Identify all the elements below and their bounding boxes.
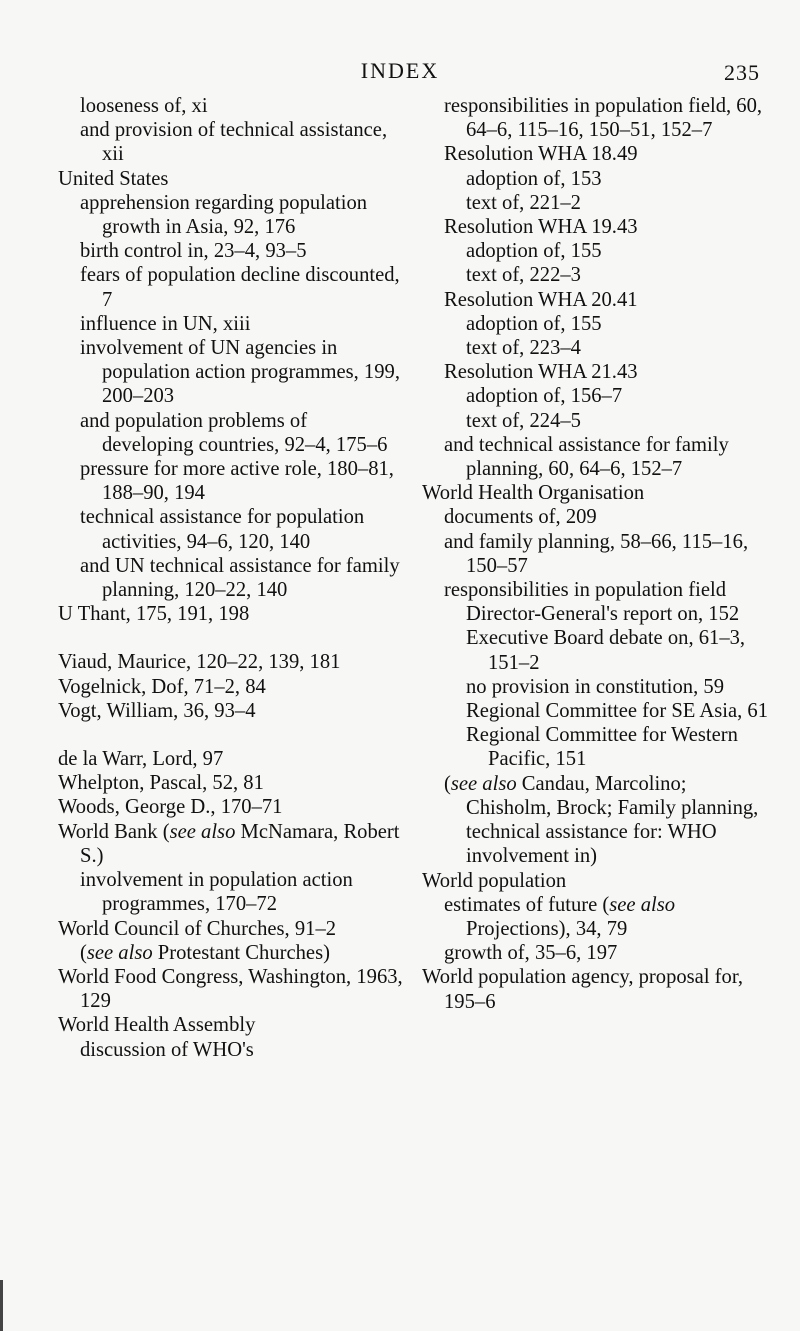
index-entry-text: United States <box>58 167 169 190</box>
index-entry-text: Vogt, William, 36, 93–4 <box>58 699 256 722</box>
index-entry <box>58 917 403 941</box>
index-entry-text: Viaud, Maurice, 120–22, 139, 181 <box>58 651 341 674</box>
index-entry-text: adoption of, 155 <box>466 240 602 263</box>
index-entry <box>422 578 772 602</box>
index-entry <box>58 409 403 457</box>
index-entry-text: involvement in population action programmes, 170–72 <box>80 869 353 916</box>
index-entry-text: Director-General's report on, 152 <box>466 603 740 626</box>
index-entry <box>422 94 772 142</box>
index-entry-text: estimates of future ( <box>444 893 610 916</box>
index-entry-text: Executive Board debate on, 61–3, 151–2 <box>466 627 746 674</box>
index-entry-text: text of, 222–3 <box>466 264 581 287</box>
index-entry-text: de la Warr, Lord, 97 <box>58 748 224 771</box>
index-entry-text: Resolution WHA 19.43 <box>444 216 638 239</box>
index-entry-text: Woods, George D., 170–71 <box>58 796 283 819</box>
index-entry <box>58 747 403 771</box>
index-entry <box>58 336 403 409</box>
index-entry <box>422 433 772 481</box>
index-entry-text: adoption of, 153 <box>466 167 602 190</box>
index-column-right <box>422 94 772 1014</box>
index-entry-text: and technical assistance for family planning, 60, 64–6, 152–7 <box>444 433 729 481</box>
index-entry-text: technical assistance for population activities, 94–6, 120, 140 <box>80 506 365 553</box>
index-entry-text: World Council of Churches, 91–2 <box>58 917 337 940</box>
index-entry-text: birth control in, 23–4, 93–5 <box>80 240 307 263</box>
index-entry-text: fears of population decline discounted, 7 <box>80 264 400 311</box>
index-entry <box>58 1038 403 1062</box>
index-entry-text: and UN technical assistance for family planning, 120–22, 140 <box>80 554 400 602</box>
index-entry <box>58 191 403 239</box>
index-entry-text: Regional Committee for SE Asia, 61 <box>466 700 769 723</box>
index-entry-text: and family planning, 58–66, 115–16, 150–57 <box>444 530 749 577</box>
index-entry <box>58 505 403 553</box>
index-entry <box>58 312 403 336</box>
index-entry-text: World population <box>422 869 567 892</box>
index-entry-text: World Health Organisation <box>422 482 645 505</box>
index-entry-text: apprehension regarding population growth in Asia, 92, 176 <box>80 191 368 239</box>
index-entry-text: U Thant, 175, 191, 198 <box>58 603 250 626</box>
page-title: INDEX <box>360 58 440 83</box>
index-entry <box>58 1013 403 1037</box>
index-entry-text: adoption of, 156–7 <box>466 385 623 408</box>
index-entry <box>422 191 772 215</box>
index-entry-text: Resolution WHA 21.43 <box>444 361 638 384</box>
index-entry <box>58 675 403 699</box>
index-entry <box>58 965 403 1013</box>
index-entry-text: and provision of technical assistance, xii <box>80 119 388 166</box>
index-entry-text: pressure for more active role, 180–81, 188–90, 194 <box>80 458 394 505</box>
index-entry <box>58 167 403 191</box>
index-entry-text: Vogelnick, Dof, 71–2, 84 <box>58 675 266 698</box>
index-entry-text: ( <box>444 772 451 795</box>
index-column-left <box>58 94 403 1062</box>
page-edge <box>0 1280 3 1331</box>
see-also-ref: see also <box>450 772 517 795</box>
index-entry <box>58 94 403 118</box>
index-entry <box>58 868 403 916</box>
index-entry-text: Resolution WHA 18.49 <box>444 143 638 166</box>
index-entry <box>422 481 772 505</box>
index-entry <box>422 336 772 360</box>
index-entry-text: responsibilities in population field <box>444 579 726 602</box>
index-entry-text: Regional Committee for Western Pacific, 151 <box>466 724 738 771</box>
index-entry-text: looseness of, xi <box>80 95 208 117</box>
index-entry-text: Protestant Churches) <box>152 941 330 964</box>
index-entry-text: influence in UN, xiii <box>80 312 251 335</box>
index-entry <box>58 457 403 505</box>
index-entry <box>422 893 772 941</box>
index-entry <box>422 626 772 674</box>
index-entry <box>58 650 403 674</box>
index-entry-text: growth of, 35–6, 197 <box>444 942 618 965</box>
index-entry <box>422 360 772 384</box>
index-entry-text: World Health Assembly <box>58 1014 256 1037</box>
index-entry-text: involvement of UN agencies in population action programmes, 199, 200–203 <box>80 337 400 408</box>
index-entry <box>58 941 403 965</box>
index-entry <box>422 384 772 408</box>
page-number: 235 <box>724 60 760 85</box>
index-entry <box>58 771 403 795</box>
index-entry-text: text of, 224–5 <box>466 409 581 432</box>
index-entry-text: Candau, Marcolino; Chisholm, Brock; Family planning, technical assistance for: WHO involvement in) <box>466 772 759 868</box>
index-entry <box>422 215 772 239</box>
index-entry-text: Whelpton, Pascal, 52, 81 <box>58 772 264 795</box>
index-entry-text: World Bank ( <box>58 820 170 843</box>
index-entry-text: text of, 223–4 <box>466 337 581 360</box>
index-entry <box>58 795 403 819</box>
index-entry <box>58 554 403 602</box>
index-entry <box>58 820 403 868</box>
index-entry <box>422 409 772 433</box>
index-entry <box>58 239 403 263</box>
index-entry <box>422 312 772 336</box>
index-entry-text: responsibilities in population field, 60, 64–6, 115–16, 150–51, 152–7 <box>444 95 763 142</box>
see-also-ref: see also <box>609 893 676 916</box>
index-entry <box>422 505 772 529</box>
index-entry-text: World population agency, proposal for, 195–6 <box>422 966 744 1013</box>
index-entry-text: World Food Congress, Washington, 1963, 129 <box>58 965 403 1013</box>
index-entry-text: ( <box>80 941 87 964</box>
see-also-ref: see also <box>169 820 236 843</box>
index-entry <box>58 118 403 166</box>
index-entry-text: Projections), 34, 79 <box>466 917 628 940</box>
index-entry <box>422 965 772 1013</box>
index-entry-text: text of, 221–2 <box>466 191 581 214</box>
index-entry <box>422 239 772 263</box>
index-entry <box>422 167 772 191</box>
index-entry-text: no provision in constitution, 59 <box>466 675 724 698</box>
index-entry <box>422 941 772 965</box>
index-entry <box>58 263 403 311</box>
index-entry <box>422 772 772 869</box>
index-entry <box>422 699 772 723</box>
index-entry <box>422 142 772 166</box>
index-entry <box>422 723 772 771</box>
index-entry <box>58 699 403 723</box>
index-entry <box>422 869 772 893</box>
index-entry <box>58 602 403 626</box>
index-entry-text: discussion of WHO's <box>80 1038 254 1061</box>
index-entry-text: McNamara, Robert S.) <box>80 820 400 867</box>
index-entry <box>422 530 772 578</box>
index-entry-text: Resolution WHA 20.41 <box>444 288 638 311</box>
index-entry-text: adoption of, 155 <box>466 312 602 335</box>
see-also-ref: see also <box>86 941 153 964</box>
index-entry-text: and population problems of developing countries, 92–4, 175–6 <box>80 409 388 456</box>
index-entry <box>422 263 772 287</box>
index-entry <box>422 288 772 312</box>
index-entry <box>422 675 772 699</box>
index-entry <box>422 602 772 626</box>
index-entry-text: documents of, 209 <box>444 506 597 529</box>
